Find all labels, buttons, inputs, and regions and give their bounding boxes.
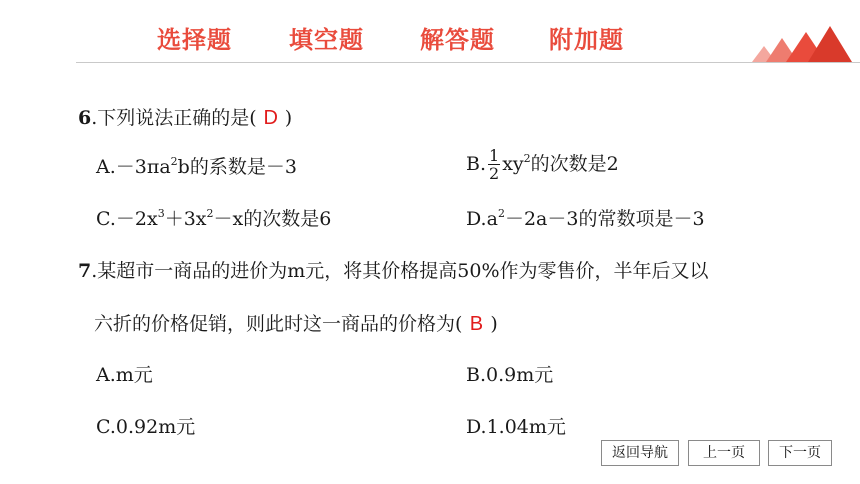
tab-problem-solving[interactable]: 解答题 bbox=[420, 26, 495, 54]
question-7-option-b: B.0.9m元 bbox=[466, 364, 554, 386]
question-6-answer: D bbox=[263, 107, 278, 129]
tab-fill-in-blank[interactable]: 填空题 bbox=[289, 26, 364, 54]
question-6-option-b: B. $\frac{1}{2}$ $xy^2$的次数是2 bbox=[466, 146, 619, 183]
tab-multiple-choice[interactable]: 选择题 bbox=[157, 26, 232, 54]
back-navigation-button[interactable]: 返回导航 bbox=[601, 440, 679, 466]
tab-bonus[interactable]: 附加题 bbox=[549, 26, 624, 54]
question-6-stem: 6.下列说法正确的是( D ) bbox=[78, 107, 293, 129]
header-divider bbox=[76, 62, 860, 63]
question-7-option-c: C.0.92m元 bbox=[96, 416, 196, 438]
question-7-stem-line2: 六折的价格促销，则此时这一商品的价格为( B ) bbox=[94, 313, 498, 335]
question-7-option-a: A.m元 bbox=[96, 364, 153, 386]
top-navigation bbox=[0, 0, 860, 64]
question-7-stem-line1: 7.某超市一商品的进价为m元，将其价格提高50%作为零售价，半年后又以 bbox=[78, 260, 709, 282]
next-page-button[interactable]: 下一页 bbox=[768, 440, 832, 466]
question-6-option-d: $D.a^2-2a-3$的常数项是－3 bbox=[466, 207, 705, 230]
question-6-option-c: $C.-2x^3+3x^2-x$的次数是6 bbox=[96, 207, 332, 230]
previous-page-button[interactable]: 上一页 bbox=[688, 440, 760, 466]
question-6-option-a: $A.-3\pi a^2b$的系数是－3 bbox=[96, 155, 297, 178]
decorative-triangles-icon bbox=[752, 0, 852, 64]
fraction-one-half: $\frac{1}{2}$ bbox=[489, 146, 500, 183]
question-7-option-d: D.1.04m元 bbox=[466, 416, 566, 438]
question-7-answer: B bbox=[469, 313, 484, 335]
